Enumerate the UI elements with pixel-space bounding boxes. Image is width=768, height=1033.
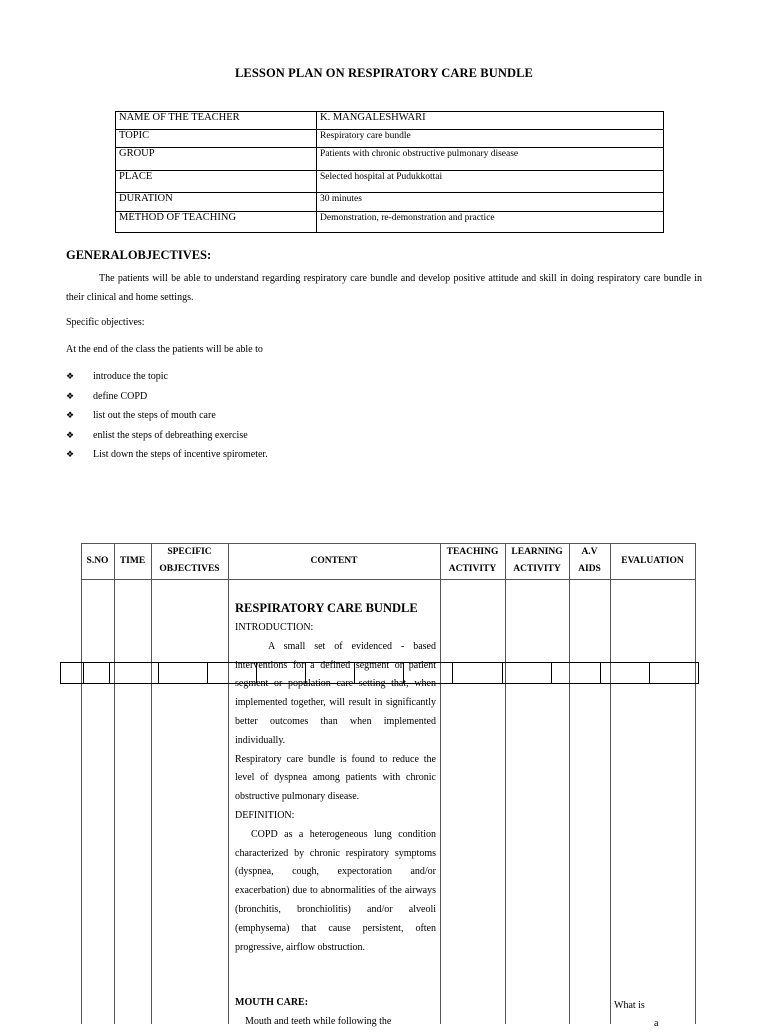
introduction-heading: INTRODUCTION: [235, 622, 314, 633]
specific-objectives-intro: At the end of the class the patients will be able to [66, 344, 263, 355]
header-av-aids [569, 543, 610, 579]
header-text: TEACHING [446, 547, 499, 557]
info-value: 30 minutes [317, 193, 664, 212]
overlay-table-row [60, 662, 699, 684]
list-item [66, 445, 268, 465]
list-item-text: define COPD [93, 390, 148, 402]
list-item-text: list out the steps of mouth care [93, 410, 216, 421]
mouth-care-heading: MOUTH CARE: [235, 997, 309, 1009]
table-col-line [610, 543, 611, 1024]
header-teaching [440, 543, 505, 579]
list-item-text: introduce the topic [93, 371, 168, 382]
table-col-line [151, 543, 152, 1024]
diamond-bullet-icon: ❖ [66, 390, 75, 401]
info-value: Demonstration, re-demonstration and practice [317, 212, 664, 233]
header-sno: S.NO [86, 555, 109, 566]
header-text: AIDS [578, 564, 601, 574]
header-text: OBJECTIVES [159, 564, 220, 574]
general-objectives-heading: GENERALOBJECTIVES: [66, 248, 212, 262]
diamond-bullet-icon: ❖ [66, 371, 75, 381]
definition-text: COPD as a heterogeneous lung condition characterized by chronic respiratory symptoms (dyspnea, cough, expectoration and/or exacerbation) due to abnormalities of the airways (bronchitis, bronchiolitis) and/or alveoli (emphysema) that cause persistent, often progressive, airflow obstruction. [235, 828, 436, 953]
list-item [66, 426, 268, 446]
header-text: ACTIVITY [448, 564, 497, 574]
info-value: K. MANGALESHWARI [317, 112, 664, 130]
overlay-cell-line [158, 663, 159, 683]
info-label: PLACE [116, 171, 317, 193]
introduction-text-2: Respiratory care bundle is found to reduce the level of dyspnea among patients with chronic obstructive pulmonary disease. [235, 753, 436, 803]
overlay-cell-line [83, 663, 84, 683]
overlay-cell-line [403, 663, 404, 683]
table-col-line [569, 543, 570, 1024]
info-label: GROUP [116, 148, 317, 171]
overlay-cell-line [452, 663, 453, 683]
info-value: Respiratory care bundle [317, 130, 664, 148]
general-objectives-body: The patients will be able to understand regarding respiratory care bundle and develop positive attitude and skill in doing respiratory care bundle in their clinical and home settings. [66, 273, 702, 303]
overlay-cell-line [109, 663, 110, 683]
header-time: TIME [119, 555, 146, 566]
evaluation-column [614, 997, 659, 1029]
header-learning [505, 543, 569, 579]
table-col-line [81, 543, 82, 1024]
info-row-duration [116, 193, 664, 212]
lesson-info-table [115, 111, 664, 233]
info-label: TOPIC [116, 130, 317, 148]
info-row-place [116, 171, 664, 193]
info-value: Selected hospital at Pudukkottai [317, 171, 664, 193]
document-title: LESSON PLAN ON RESPIRATORY CARE BUNDLE [235, 66, 533, 80]
header-evaluation: EVALUATION [621, 555, 684, 566]
list-item-text: enlist the steps of debreathing exercise [93, 429, 248, 441]
overlay-cell-line [305, 663, 306, 683]
evaluation-text: What is [614, 1000, 645, 1011]
list-item [66, 387, 268, 407]
header-text: A.V [581, 547, 598, 557]
definition-heading: DEFINITION: [235, 809, 295, 821]
info-row-topic [116, 130, 664, 148]
specific-objectives-heading: Specific objectives: [66, 317, 145, 328]
overlay-cell-line [207, 663, 208, 683]
overlay-cell-line [600, 663, 601, 683]
diamond-bullet-icon: ❖ [66, 410, 75, 420]
list-item [66, 367, 268, 387]
info-row-method [116, 212, 664, 233]
header-objectives [151, 543, 228, 579]
overlay-cell-line [502, 663, 503, 683]
overlay-cell-line [649, 663, 650, 683]
overlay-cell-line [354, 663, 355, 683]
table-col-line [440, 543, 441, 1024]
header-content: CONTENT [310, 555, 358, 566]
table-header-divider [81, 579, 696, 580]
header-text: ACTIVITY [513, 564, 561, 574]
content-main-title: RESPIRATORY CARE BUNDLE [235, 601, 418, 615]
evaluation-text-2: a [654, 1018, 659, 1029]
info-label: NAME OF THE TEACHER [116, 112, 317, 130]
general-objectives-text [66, 269, 702, 307]
introduction-text: A small set of evidenced - based interventions for a defined segment or patient segment or population care setting that, when implemented together, will result in significantly better outcomes than when implemented individually. [235, 640, 436, 746]
info-row-group [116, 148, 664, 171]
table-col-line [695, 543, 696, 1024]
info-label: DURATION [116, 193, 317, 212]
objectives-list [66, 367, 268, 465]
header-text: SPECIFIC [167, 547, 212, 557]
overlay-cell-line [551, 663, 552, 683]
header-text: LEARNING [511, 547, 563, 557]
info-label: METHOD OF TEACHING [116, 212, 317, 233]
table-col-line [228, 543, 229, 1024]
mouth-care-text: Mouth and teeth while following the [245, 1016, 392, 1028]
info-row-teacher [116, 112, 664, 130]
diamond-bullet-icon: ❖ [66, 449, 75, 459]
info-value: Patients with chronic obstructive pulmonary disease [317, 148, 664, 171]
list-item-text: List down the steps of incentive spirometer. [93, 449, 268, 460]
diamond-bullet-icon: ❖ [66, 429, 75, 440]
table-col-line [505, 543, 506, 1024]
list-item [66, 406, 268, 426]
overlay-cell-line [256, 663, 257, 683]
table-col-line [114, 543, 115, 1024]
